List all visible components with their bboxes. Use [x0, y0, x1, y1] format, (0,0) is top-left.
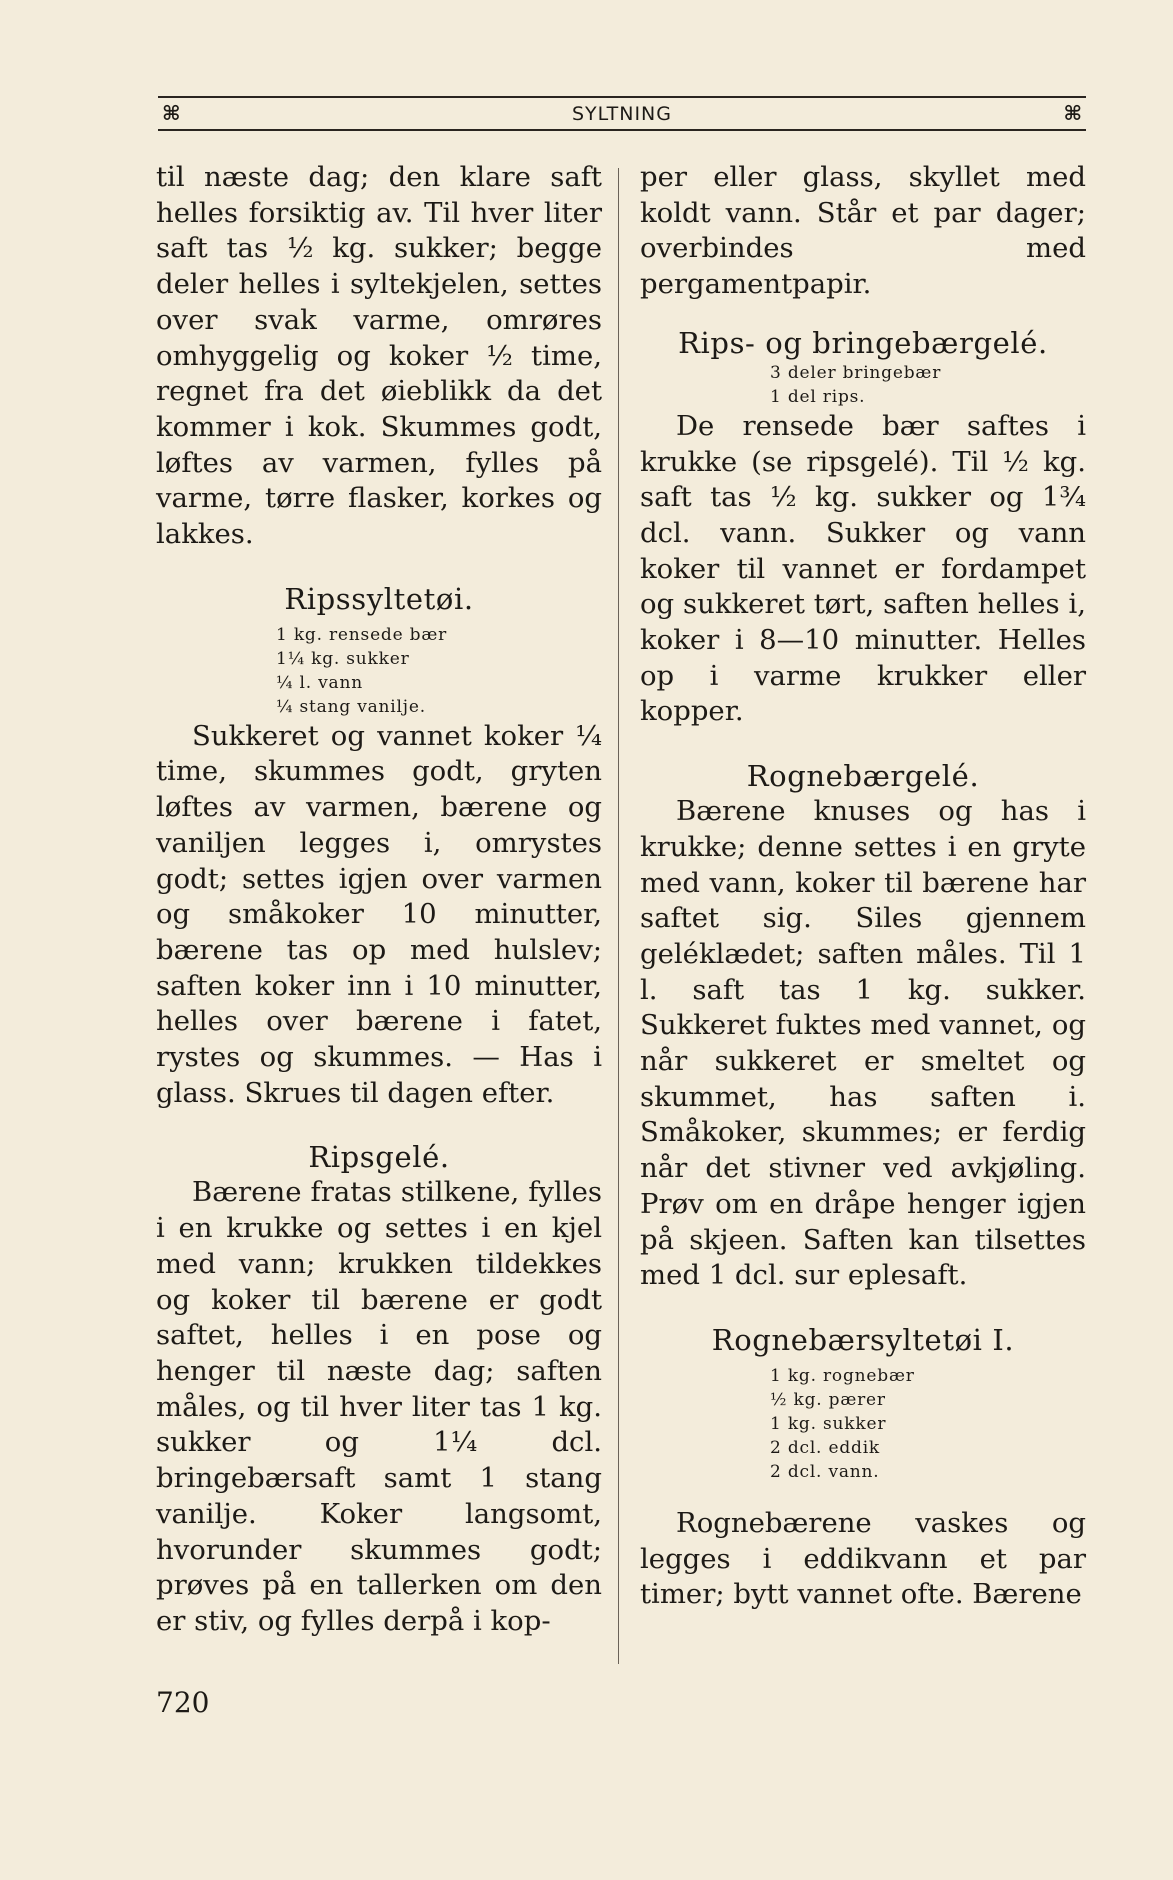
recipe-title-ripsgele: Ripsgelé.: [308, 1140, 450, 1175]
column-divider: [618, 168, 619, 1664]
ornament-right-icon: ⌘: [1063, 101, 1082, 125]
recipe-title-rognebaergele: Rognebærgelé.: [746, 759, 980, 794]
page-number: 720: [156, 1686, 210, 1719]
ingredient-item: 2 dcl. eddik: [770, 1437, 881, 1458]
ingredient-list: [640, 361, 1086, 409]
recipe-text: Sukkeret og vannet koker ¼ time, skummes godt, gryten løftes av varmen, bærene og vaniljen legges i, omrystes godt; settes igjen over varmen og småkoker 10 minutter, bærene tas op med hulslev; saften koker inn i 10 minutter, helles over bærene i fatet, rystes og skummes. — Has i glass. Skrues til dagen efter.: [156, 719, 602, 1109]
recipe-text: De rensede bær saftes i krukke (se ripsgelé). Til ½ kg. saft tas ½ kg. sukker og 1¾ dcl. vann. Sukker og vann koker til vannet er fordampet og sukkeret tørt, saften helles i, koker i 8—10 minutter. Helles op i varme krukker eller kopper.: [640, 409, 1086, 728]
continued-paragraph: per eller glass, skyllet med koldt vann. Står et par dager; overbindes med pergamentpapir.: [640, 161, 1086, 301]
recipe-text: Rognebærene vaskes og legges i eddikvann et par timer; bytt vannet ofte. Bærene: [640, 1506, 1086, 1611]
ingredient-item: 1 kg. rensede bær: [276, 624, 448, 645]
recipe-text: Bærene knuses og has i krukke; denne settes i en gryte med vann, koker til bærene har saftet sig. Siles gjennem geléklædet; saften måles. Til 1 l. saft tas 1 kg. sukker. Sukkeret fuktes med vannet, og når sukkeret er smeltet og skummet, has saften i. Småkoker, skummes; er ferdig når det stivner ved avkjøling. Prøv om en dråpe henger igjen på skjeen. Saften kan tilsettes med 1 dcl. sur eplesaft.: [640, 795, 1086, 1292]
ingredient-list: [156, 623, 602, 719]
ingredient-item: 1 kg. rognebær: [770, 1365, 915, 1386]
ingredient-item: ¼ l. vann: [276, 672, 363, 693]
recipe-title-rips-bringebaergele: Rips- og bringebærgelé.: [678, 325, 1048, 360]
ingredient-item: 1 del rips.: [770, 386, 866, 407]
ingredient-item: ½ kg. pærer: [770, 1389, 886, 1410]
recipe-title-rognebaersyltetoi: Rognebærsyltetøi I.: [711, 1322, 1015, 1357]
header-title: SYLTNING: [572, 103, 672, 125]
running-header: [158, 96, 1086, 130]
left-column: [156, 160, 602, 1640]
ingredient-item: 3 deler bringebær: [770, 362, 942, 383]
recipe-title-ripssyltetoi: Ripssyltetøi.: [284, 581, 474, 616]
ornament-left-icon: ⌘: [162, 101, 181, 125]
ingredient-list: [640, 1364, 1086, 1484]
ingredient-item: 1¼ kg. sukker: [276, 648, 410, 669]
header-rule-bottom: [158, 129, 1086, 131]
right-column: [640, 160, 1086, 1613]
continued-paragraph: til næste dag; den klare saft helles forsiktig av. Til hver liter saft tas ½ kg. sukker; begge deler helles i syltekjelen, settes over svak varme, omrøres omhyggelig og koker ½ time, regnet fra det øieblikk da det kommer i kok. Skummes godt, løftes av varmen, fylles på varme, tørre flasker, korkes og lakkes.: [156, 161, 602, 551]
recipe-text: Bærene fratas stilkene, fylles i en krukke og settes i en kjel med vann; krukken tildekkes og koker til bærene er godt saftet, helles i en pose og henger til næste dag; saften måles, og til hver liter tas 1 kg. sukker og 1¼ dcl. bringebærsaft samt 1 stang vanilje. Koker langsomt, hvorunder skummes godt; prøves på en tallerken om den er stiv, og fylles derpå i kop-: [156, 1176, 602, 1637]
ingredient-item: 1 kg. sukker: [770, 1413, 887, 1434]
ingredient-item: ¼ stang vanilje.: [276, 696, 426, 717]
ingredient-item: 2 dcl. vann.: [770, 1461, 880, 1482]
header-rule-top: [158, 96, 1086, 98]
